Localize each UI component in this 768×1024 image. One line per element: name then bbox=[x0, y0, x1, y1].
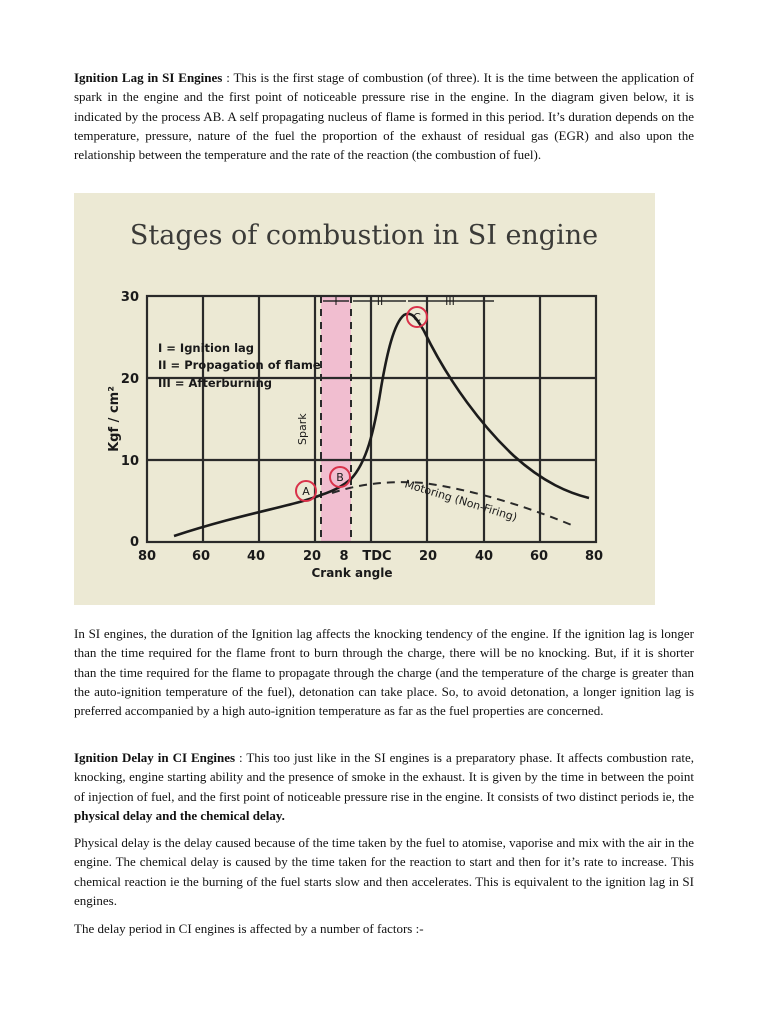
paragraph-delay-factors bbox=[74, 919, 694, 938]
x-tick-80-after: 80 bbox=[584, 549, 604, 564]
x-axis-label: Crank angle bbox=[311, 566, 393, 580]
paragraph-text: : This is the first stage of combustion (of three). It is the time between the application of spark in the engine and the first point of noticeable pressure rise in the engine. In the diagram given below, it is indicated by the process AB. A self propagating nucleus of flame is formed in this period. It’s duration depends on the temperature, pressure, nature of the fuel the proportion of the exhaust of residual gas (EGR) and also upon the relationship between the temperature and the rate of the reaction (the combustion of fuel). bbox=[74, 70, 694, 163]
paragraph-knocking-tendency bbox=[74, 624, 694, 720]
paragraph-text: : This too just like in the SI engines is a preparatory phase. It affects combustion rate, knocking, engine starting ability and the presence of smoke in the exhaust. It is given by the time in between the point of injection of fuel, and the first point of noticeable pressure rise in the engine. It consists of two distinct periods ie, the bbox=[74, 750, 694, 804]
heading-ignition-delay-ci: Ignition Delay in CI Engines bbox=[74, 750, 236, 765]
figure-title: Stages of combustion in SI engine bbox=[129, 220, 599, 251]
spark-label: Spark bbox=[296, 413, 309, 445]
y-axis-label: Kgf / cm² bbox=[107, 386, 122, 452]
point-b-label: B bbox=[336, 471, 344, 484]
stage-label-2: II bbox=[376, 295, 384, 308]
point-a-label: A bbox=[302, 485, 310, 498]
legend-item-propagation: II = Propagation of flame bbox=[158, 358, 321, 372]
y-tick-10: 10 bbox=[120, 454, 139, 469]
x-tick-tdc: TDC bbox=[362, 549, 392, 564]
point-c-label: C bbox=[413, 311, 421, 324]
x-tick-8: 8 bbox=[339, 549, 349, 564]
physical-chemical-delay-emphasis: physical delay and the chemical delay. bbox=[74, 807, 285, 823]
paragraph-text: The delay period in CI engines is affected by a number of factors :- bbox=[74, 921, 424, 936]
paragraph-text: In SI engines, the duration of the Ignition lag affects the knocking tendency of the engine. If the ignition lag is longer than the time required for the flame front to burn through the charge, there will be no knocking. But, if it is shorter than the time required for the flame to propagate through the charge (and the temperature of the charge is greater than the auto-ignition temperature of the fuel), detonation can take place. So, to avoid detonation, a longer ignition lag is preferred accompanied by a high auto-ignition temperature as far as the fuel properties are concerned. bbox=[74, 626, 694, 719]
y-tick-0: 0 bbox=[129, 535, 139, 550]
x-tick-40-after: 40 bbox=[474, 549, 494, 564]
paragraph-ignition-delay-ci bbox=[74, 748, 694, 825]
combustion-stages-figure bbox=[74, 193, 655, 605]
x-tick-80-before: 80 bbox=[137, 549, 157, 564]
paragraph-ignition-lag-si bbox=[74, 68, 694, 164]
x-tick-60-before: 60 bbox=[191, 549, 211, 564]
plot-grid bbox=[147, 296, 596, 542]
ignition-lag-band bbox=[321, 296, 351, 542]
x-tick-40-before: 40 bbox=[246, 549, 266, 564]
y-tick-20: 20 bbox=[120, 372, 139, 387]
paragraph-text: Physical delay is the delay caused because of the time taken by the fuel to atomise, vaporise and mix with the air in the engine. The chemical delay is caused by the time taken for the reaction to start and then for it’s rate to increase. This chemical reaction ie the burning of the fuel starts slow and then accelerates. This is equivalent to the ignition lag in SI engines. bbox=[74, 835, 694, 908]
stage-label-3: III bbox=[445, 295, 455, 308]
stage-label-1: I bbox=[334, 295, 338, 308]
x-tick-20-after: 20 bbox=[418, 549, 438, 564]
x-tick-60-after: 60 bbox=[529, 549, 549, 564]
combustion-stages-diagram bbox=[74, 193, 655, 605]
heading-ignition-lag-si: Ignition Lag in SI Engines bbox=[74, 70, 223, 85]
paragraph-physical-delay bbox=[74, 833, 694, 910]
y-tick-30: 30 bbox=[120, 290, 139, 305]
x-tick-20-before: 20 bbox=[302, 549, 322, 564]
legend-item-afterburning: III = Afterburning bbox=[158, 376, 272, 390]
motoring-label: Motoring (Non-Firing) bbox=[403, 477, 519, 525]
legend-item-ignition-lag: I = Ignition lag bbox=[158, 341, 255, 355]
